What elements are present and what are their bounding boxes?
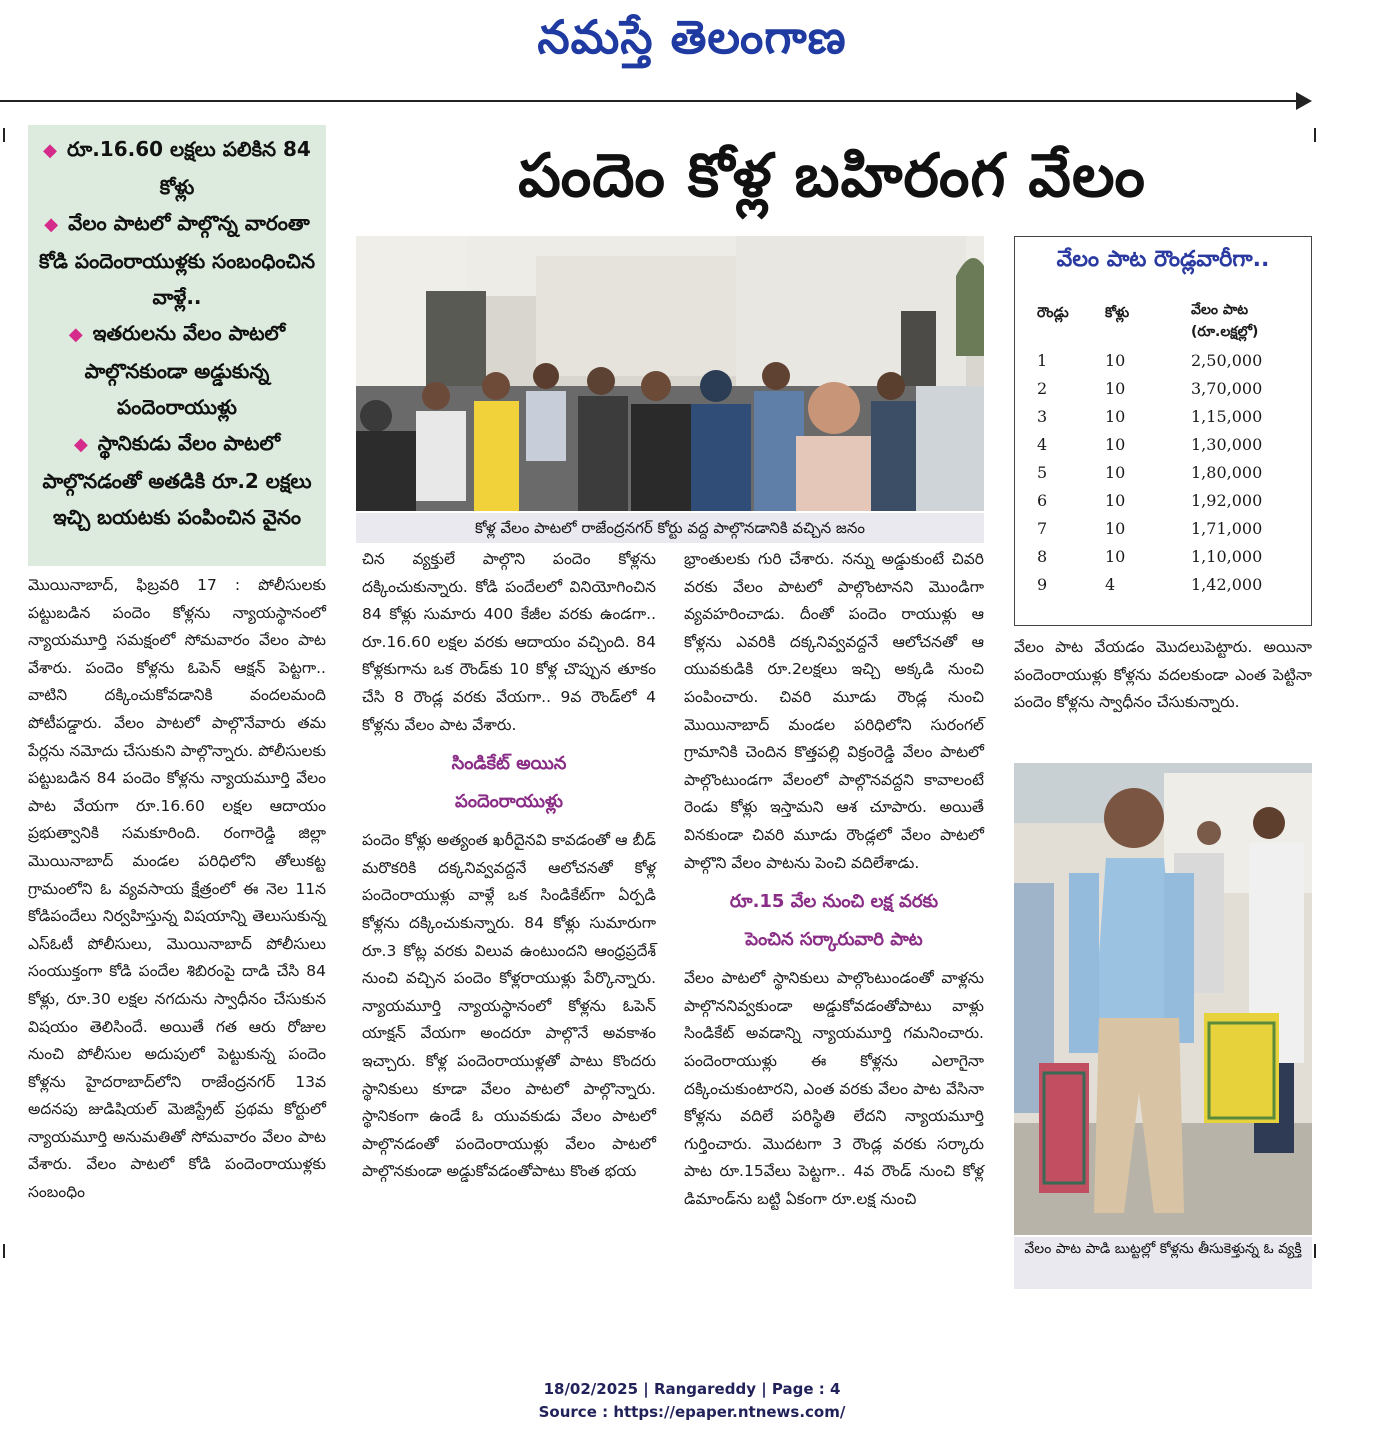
table-row: 7 10 1,71,000	[1037, 519, 1263, 538]
paragraph: భ్రాంతులకు గురి చేశారు. నన్ను అడ్డుకుంటే చివరి వరకు వేలం పాటలో పాల్గొంటానని మొండిగా వ్యవహరించాడు. దీంతో పందెం రాయుళ్లు ఆ కోళ్లను ఎవరికి దక్కనివ్వవద్దనే ఆలోచనతో ఆ యువకుడికి రూ.2లక్షలు ఇచ్చి అక్కడి నుంచి పంపించారు. చివరి మూడు రౌండ్ల నుంచి మొయినాబాద్ మండల పరిధిలోని సురంగల్ గ్రామానికి చెందిన కొత్తపల్లి విక్రంరెడ్డి వేలం పాటలో పాల్గొంటుండగా వేలంలో పాల్గొనవద్దని కావాలంటే రెండు కోళ్లు ఇస్తామని ఆశ చూపారు. అయితే వినకుండా చివరి మూడు రౌండ్లలో వేలం పాటలో పాల్గొని వేలం పాటను పెంచి వదిలేశాడు.	[684, 550, 984, 872]
table-row: 8 10 1,10,000	[1037, 547, 1263, 566]
highlight-item: ◆ స్థానికుడు వేలం పాటలో పాల్గొనడంతో అతడికి రూ.2 లక్షలు ఇచ్చి బయటకు పంపించిన వైనం	[42, 431, 312, 529]
paragraph: మొయినాబాద్, ఫిబ్రవరి 17 : పోలీసులకు పట్టుబడిన పందెం కోళ్లను న్యాయస్థానంలో న్యాయమూర్తి సమక్షంలో సోమవారం వేలం పాట వేశారు. పందెం కోళ్లను ఓపెన్ ఆక్షన్ పెట్టగా.. వాటిని దక్కించుకోవడానికి వందలమంది పోటీపడ్డారు. వేలం పాటలో పాల్గొనేవారు తమ పేర్లను నమోదు చేసుకుని పాల్గొన్నారు. పోలీసులకు పట్టుబడిన 84 పందెం కోళ్లను న్యాయమూర్తి వేలం పాట వేయగా రూ.16.60 లక్షల ఆదాయం ప్రభుత్వానికి సమకూరింది. రంగారెడ్డి జిల్లా మొయినాబాద్ మండల పరిధిలోని తోలుకట్ట గ్రామంలోని ఓ వ్యవసాయ క్షేత్రంలో ఈ నెల 11న కోడిపందేలు నిర్వహిస్తున్న విషయాన్ని తెలుసుకున్న ఎస్ఓటీ పోలీసులు, మొయినాబాద్ పోలీసులు సంయుక్తంగా కోడి పందేల శిబిరంపై దాడి చేసి 84 కోళ్లు, రూ.30 లక్షల నగదును స్వాధీనం చేసుకున విషయం తెలిసిందే. అయితే గత ఆరు రోజుల నుంచి పోలీసుల అదుపులో పెట్టుకున్న పందెం కోళ్లను హైదరాబాద్‌లోని రాజేంద్రనగర్ 13వ అదనపు జుడిషియల్ మెజిస్ట్రేట్ ప్రథమ కోర్టులో న్యాయమూర్తి అనుమతితో సోమవారం వేలం పాట వేశారు. వేలం పాటలో కోడి పందెంరాయుళ్లకు సంబంధిం	[28, 576, 326, 1202]
article-column-3	[684, 546, 984, 1213]
paragraph: పందెం కోళ్లు అత్యంత ఖరీదైనవి కావడంతో ఆ బీడ్ మరొకరికి దక్కనివ్వవద్దనే ఆలోచనతో కోళ్ల పందెంరాయుళ్లు వాళ్లే ఒక సిండికేట్‌గా ఏర్పడి కోళ్లను దక్కించుకున్నారు. 84 కోళ్లు సుమారుగా రూ.3 కోట్ల వరకు విలువ ఉంటుందని ఆంధ్రప్రదేశ్ నుంచి వచ్చిన పందెం కోళ్లరాయుళ్లు పేర్కొన్నారు. న్యాయమూర్తి న్యాయస్థానంలో కోళ్లను ఓపెన్ యాక్షన్ వేయగా అందరూ పాల్గొనే అవకాశం ఇచ్చారు. కోళ్ల పందెంరాయుళ్లతో పాటు కొందరు స్థానికులు కూడా వేలం పాటలో పాల్గొన్నారు. స్థానికంగా ఉండే ఓ యువకుడు వేలం పాటలో పాల్గొనడంతో పందెంరాయుళ్లు వేలం పాటలో పాల్గొనకుండా అడ్డుకోవడంతోపాటు కొంత భయ	[362, 831, 656, 1181]
source-link[interactable]: Source : https://epaper.ntnews.com/	[538, 1403, 846, 1421]
table-row: 5 10 1,80,000	[1037, 463, 1263, 482]
table-header-cell: రౌండ్లు	[1037, 305, 1069, 321]
edition-info: 18/02/2025 | Rangareddy | Page : 4	[543, 1380, 841, 1398]
article-column-2	[362, 546, 656, 1186]
page-footer	[0, 1378, 1384, 1424]
highlight-item: ◆ రూ.16.60 లక్షలు పలికిన 84 కోళ్లు	[43, 137, 311, 199]
header-rule	[0, 100, 1300, 102]
margin-tick	[1314, 128, 1316, 142]
table-row: 9 4 1,42,000	[1037, 575, 1263, 594]
highlight-item: ◆ ఇతరులను వేలం పాటలో పాల్గొనకుండా అడ్డుకున్న పందెంరాయుళ్లు	[68, 321, 286, 419]
rounds-table-box	[1014, 236, 1312, 626]
margin-tick	[3, 128, 5, 142]
article-headline: పందెం కోళ్ల బహిరంగ వేలం	[518, 141, 1146, 211]
diamond-bullet-icon: ◆	[73, 434, 88, 455]
masthead	[0, 0, 1384, 80]
photo-caption: వేలం పాట పాడి బుట్టల్లో కోళ్లను తీసుకెళ్తున్న ఓ వ్యక్తి	[1014, 1237, 1312, 1289]
table-row: 1 10 2,50,000	[1037, 351, 1263, 370]
highlights-box	[28, 125, 326, 566]
diamond-bullet-icon: ◆	[68, 324, 83, 345]
crowd-photo	[356, 236, 984, 511]
table-row: 3 10 1,15,000	[1037, 407, 1263, 426]
table-title: వేలం పాట రౌండ్లవారీగా..	[1056, 247, 1270, 272]
subheading: సిండికేట్ అయిన పందెంరాయుళ్లు	[451, 753, 567, 813]
article-column-1	[28, 572, 326, 1207]
paragraph: వేలం పాటలో స్థానికులు పాల్గొంటుండంతో వాళ్లను పాల్గొననివ్వకుండా అడ్డుకోవడంతోపాటు వాళ్లు సిండికేట్ అవడాన్ని న్యాయమూర్తి గమనించారు. పందెంరాయుళ్లు ఈ కోళ్లను ఎలాగైనా దక్కించుకుంటారని, ఎంత వరకు వేలం పాట వేసినా కోళ్లను వదిలే పరిస్థితి లేదని న్యాయమూర్తి గుర్తించారు. మొదటగా 3 రౌండ్ల వరకు సర్కారు పాట రూ.15వేలు పెట్టగా.. 4వ రౌండ్ నుంచి కోళ్ల డిమాండ్‌ను బట్టి ఏకంగా రూ.లక్ష నుంచి	[684, 969, 984, 1208]
subheading: రూ.15 వేల నుంచి లక్ష వరకు పెంచిన సర్కారువారి పాట	[729, 891, 939, 951]
table-header-cell: కోళ్లు	[1105, 305, 1130, 321]
table-header-row	[1037, 299, 1299, 340]
diamond-bullet-icon: ◆	[44, 214, 59, 235]
diamond-bullet-icon: ◆	[43, 140, 57, 161]
table-row: 6 10 1,92,000	[1037, 491, 1263, 510]
margin-tick	[1314, 1244, 1316, 1258]
table-row: 4 10 1,30,000	[1037, 435, 1263, 454]
highlight-item: ◆ వేలం పాటలో పాల్గొన్న వారంతా కోడి పందెంరాయుళ్లకు సంబంధించిన వాళ్లే..	[38, 211, 316, 309]
paragraph: వేలం పాట వేయడం మొదలుపెట్టారు. అయినా పందెంరాయుళ్లు కోళ్లను వదలకుండా ఎంత పెట్టినా పందెం కోళ్లను స్వాధీనం చేసుకున్నారు.	[1014, 638, 1312, 712]
table-row: 2 10 3,70,000	[1037, 379, 1263, 398]
paragraph: చిన వ్యక్తులే పాల్గొని పందెం కోళ్లను దక్కించుకున్నారు. కోడి పందేలలో వినియోగించిన 84 కోళ్లు సుమారు 400 కేజీల వరకు ఉండగా.. రూ.16.60 లక్షల వరకు ఆదాయం వచ్చింది. 84 కోళ్లకుగాను ఒక రౌండ్‌కు 10 కోళ్ల చొప్పున తూకం చేసి 8 రౌండ్ల వరకు వేయగా.. 9వ రౌండ్‌లో 4 కోళ్లను వేలం పాట వేశారు.	[362, 550, 656, 734]
man-with-baskets-photo	[1014, 763, 1312, 1235]
rounds-table	[1037, 299, 1299, 599]
newspaper-title: నమస్తే తెలంగాణ	[537, 10, 847, 64]
table-header-cell: వేలం పాట (రూ.లక్షల్లో)	[1191, 302, 1259, 340]
rule-arrow-icon	[1296, 92, 1312, 110]
photo-caption: కోళ్ల వేలం పాటలో రాజేంద్రనగర్ కోర్టు వద్ద పాల్గొనడానికి వచ్చిన జనం	[356, 513, 984, 543]
article-column-4	[1014, 634, 1312, 717]
margin-tick	[3, 1244, 5, 1258]
